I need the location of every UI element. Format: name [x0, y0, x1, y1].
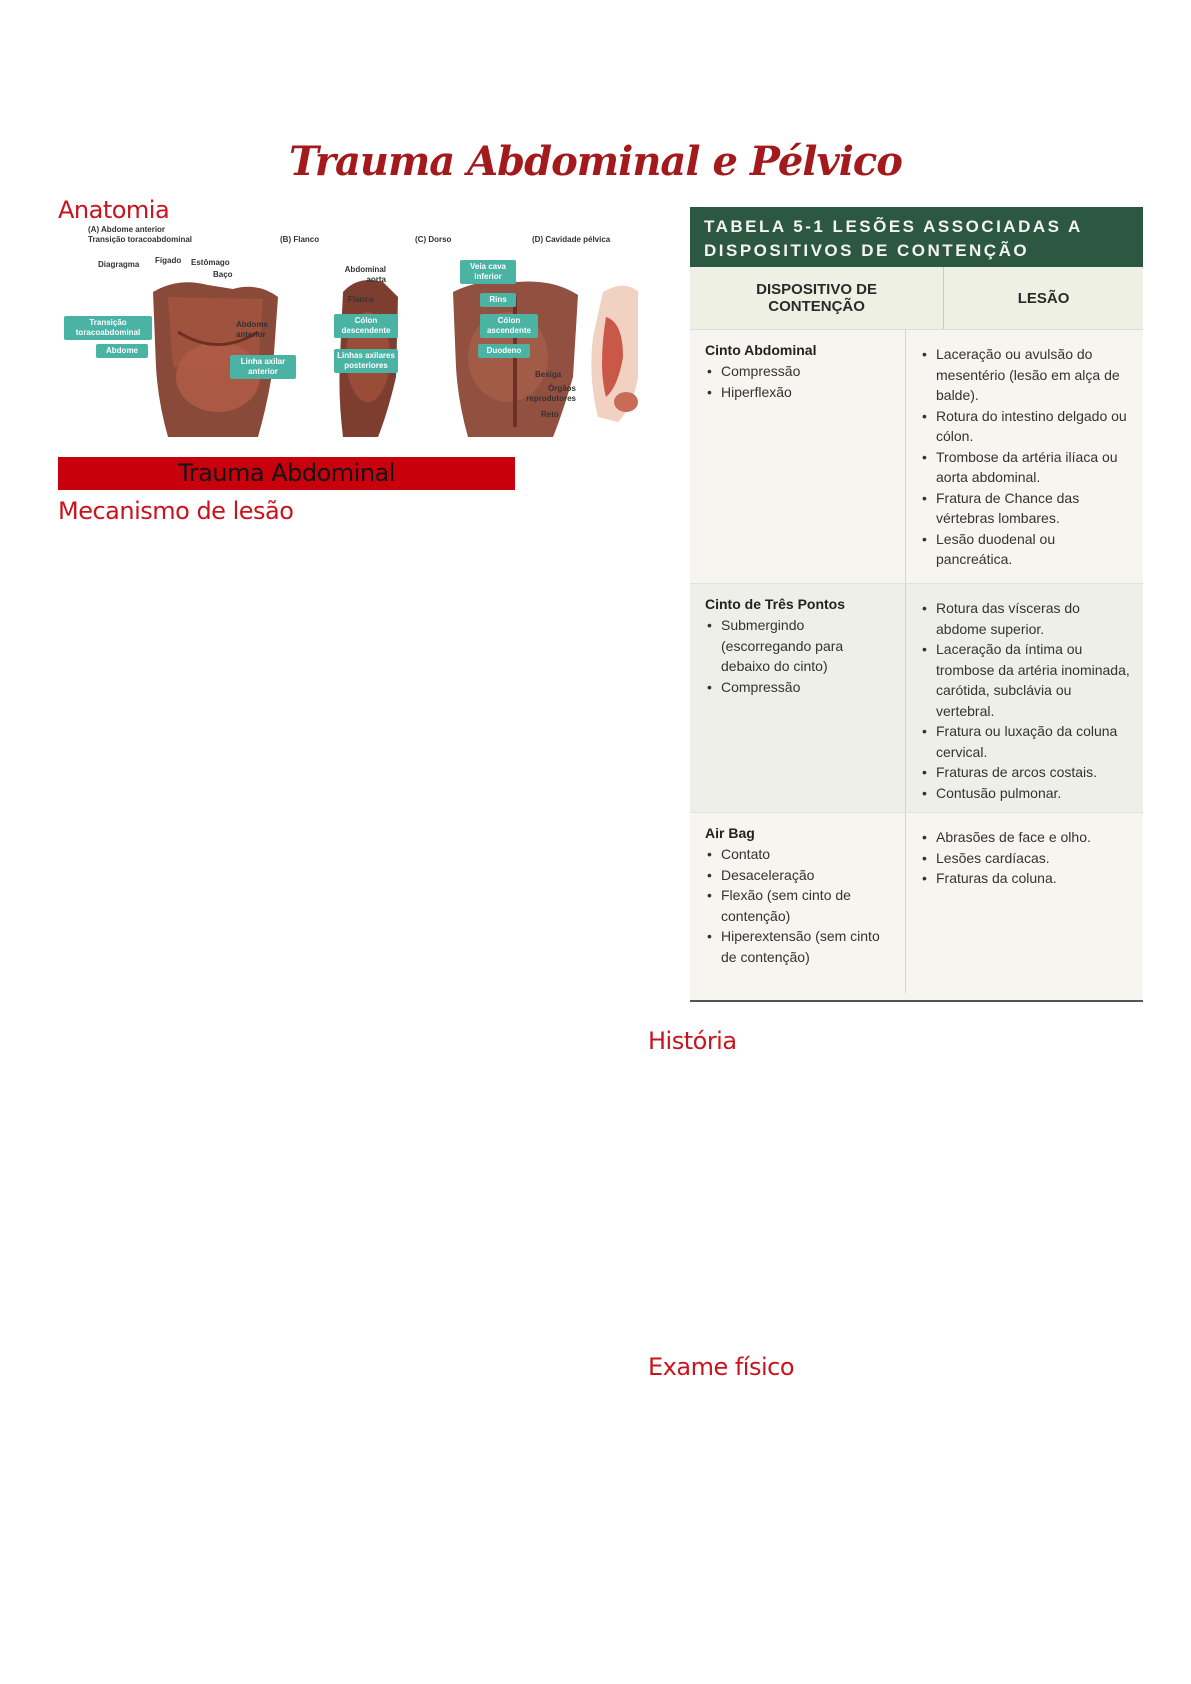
label-estomago: Estômago [191, 258, 230, 267]
tag-colon-descendente: Cólon descendente [334, 314, 398, 338]
label-abdominal-aorta: Abdominal aorta [344, 265, 386, 284]
heading-historia: História [648, 1027, 737, 1055]
mechanism-item: • Desaceleração [705, 865, 893, 886]
tag-linha-axilar: Linha axilar anterior [230, 355, 296, 379]
anatomy-figure [58, 225, 638, 447]
heading-mecanismo: Mecanismo de lesão [58, 497, 294, 525]
mechanism-item: • Compressão [705, 361, 893, 382]
col-header-device: DISPOSITIVO DE CONTENÇÃO [690, 267, 944, 329]
table-row [690, 584, 1143, 813]
injury-item: • Rotura do intestino delgado ou cólon. [920, 406, 1131, 447]
panel-d-label: (D) Cavidade pélvica [532, 235, 611, 244]
label-bexiga: Bexiga [535, 370, 562, 379]
injury-item: • Abrasões de face e olho. [920, 827, 1131, 848]
injury-item: • Rotura das vísceras do abdome superior. [920, 598, 1131, 639]
heading-anatomia: Anatomia [58, 196, 170, 224]
tag-rins: Rins [480, 293, 516, 307]
label-abdome-anterior: Abdome anterior [236, 320, 268, 339]
injury-item: • Contusão pulmonar. [920, 783, 1131, 804]
injury-item: • Trombose da artéria ilíaca ou aorta abdominal. [920, 447, 1131, 488]
injury-item: • Fraturas da coluna. [920, 868, 1131, 889]
label-reto: Reto [541, 410, 559, 419]
table-row [690, 330, 1143, 584]
tag-transicao: Transição toracoabdominal [64, 316, 152, 340]
table-title [690, 207, 1143, 267]
tag-linhas-axilares: Linhas axilares posteriores [334, 349, 398, 373]
injury-item: • Fraturas de arcos costais. [920, 762, 1131, 783]
device-name: Cinto de Três Pontos [705, 596, 846, 612]
mechanism-item: • Submergindo (escorregando para debaixo do cinto) [705, 615, 893, 677]
table-title-line1: TABELA 5-1 LESÕES ASSOCIADAS A [704, 217, 1083, 236]
col-header-injury: LESÃO [1017, 289, 1070, 307]
device-name: Cinto Abdominal [705, 342, 817, 358]
panel-a-label: (A) Abdome anterior [88, 225, 166, 234]
page-title: Trauma Abdominal e Pélvico [289, 138, 902, 185]
restraint-injury-table [690, 207, 1143, 1002]
banner-trauma-abdominal: Trauma Abdominal [58, 457, 515, 490]
injury-item: • Laceração ou avulsão do mesentério (lesão em alça de balde). [920, 344, 1131, 406]
tag-colon-ascendente: Cólon ascendente [480, 314, 538, 338]
label-baco: Baço [213, 270, 233, 279]
heading-exame-fisico: Exame físico [648, 1353, 795, 1381]
table-row [690, 813, 1143, 993]
tag-duodeno: Duodeno [478, 344, 530, 358]
mechanism-item: • Hiperflexão [705, 382, 893, 403]
table-column-headers [690, 267, 1143, 330]
mechanism-item: • Hiperextensão (sem cinto de contenção) [705, 926, 893, 967]
mechanism-item: • Flexão (sem cinto de contenção) [705, 885, 893, 926]
label-flanco: Flanco [348, 295, 374, 304]
device-name: Air Bag [705, 825, 755, 841]
label-figado: Fígado [155, 256, 182, 265]
table-title-line2: DISPOSITIVOS DE CONTENÇÃO [704, 241, 1030, 260]
label-diagragma: Diagragma [98, 260, 140, 269]
injury-item: • Fratura de Chance das vértebras lombares. [920, 488, 1131, 529]
mechanism-item: • Contato [705, 844, 893, 865]
panel-a-sub: Transição toracoabdominal [88, 235, 193, 244]
label-orgaos: Órgãos reprodutores [526, 384, 576, 403]
injury-item: • Lesões cardíacas. [920, 848, 1131, 869]
panel-c-label: (C) Dorso [415, 235, 452, 244]
tag-abdome: Abdome [96, 344, 148, 358]
tag-veia-cava: Veia cava inferior [460, 260, 516, 284]
panel-b-label: (B) Flanco [280, 235, 320, 244]
mechanism-item: • Compressão [705, 677, 893, 698]
injury-item: • Lesão duodenal ou pancreática. [920, 529, 1131, 570]
injury-item: • Fratura ou luxação da coluna cervical. [920, 721, 1131, 762]
injury-item: • Laceração da íntima ou trombose da artéria inominada, carótida, subclávia ou vertebral. [920, 639, 1131, 721]
